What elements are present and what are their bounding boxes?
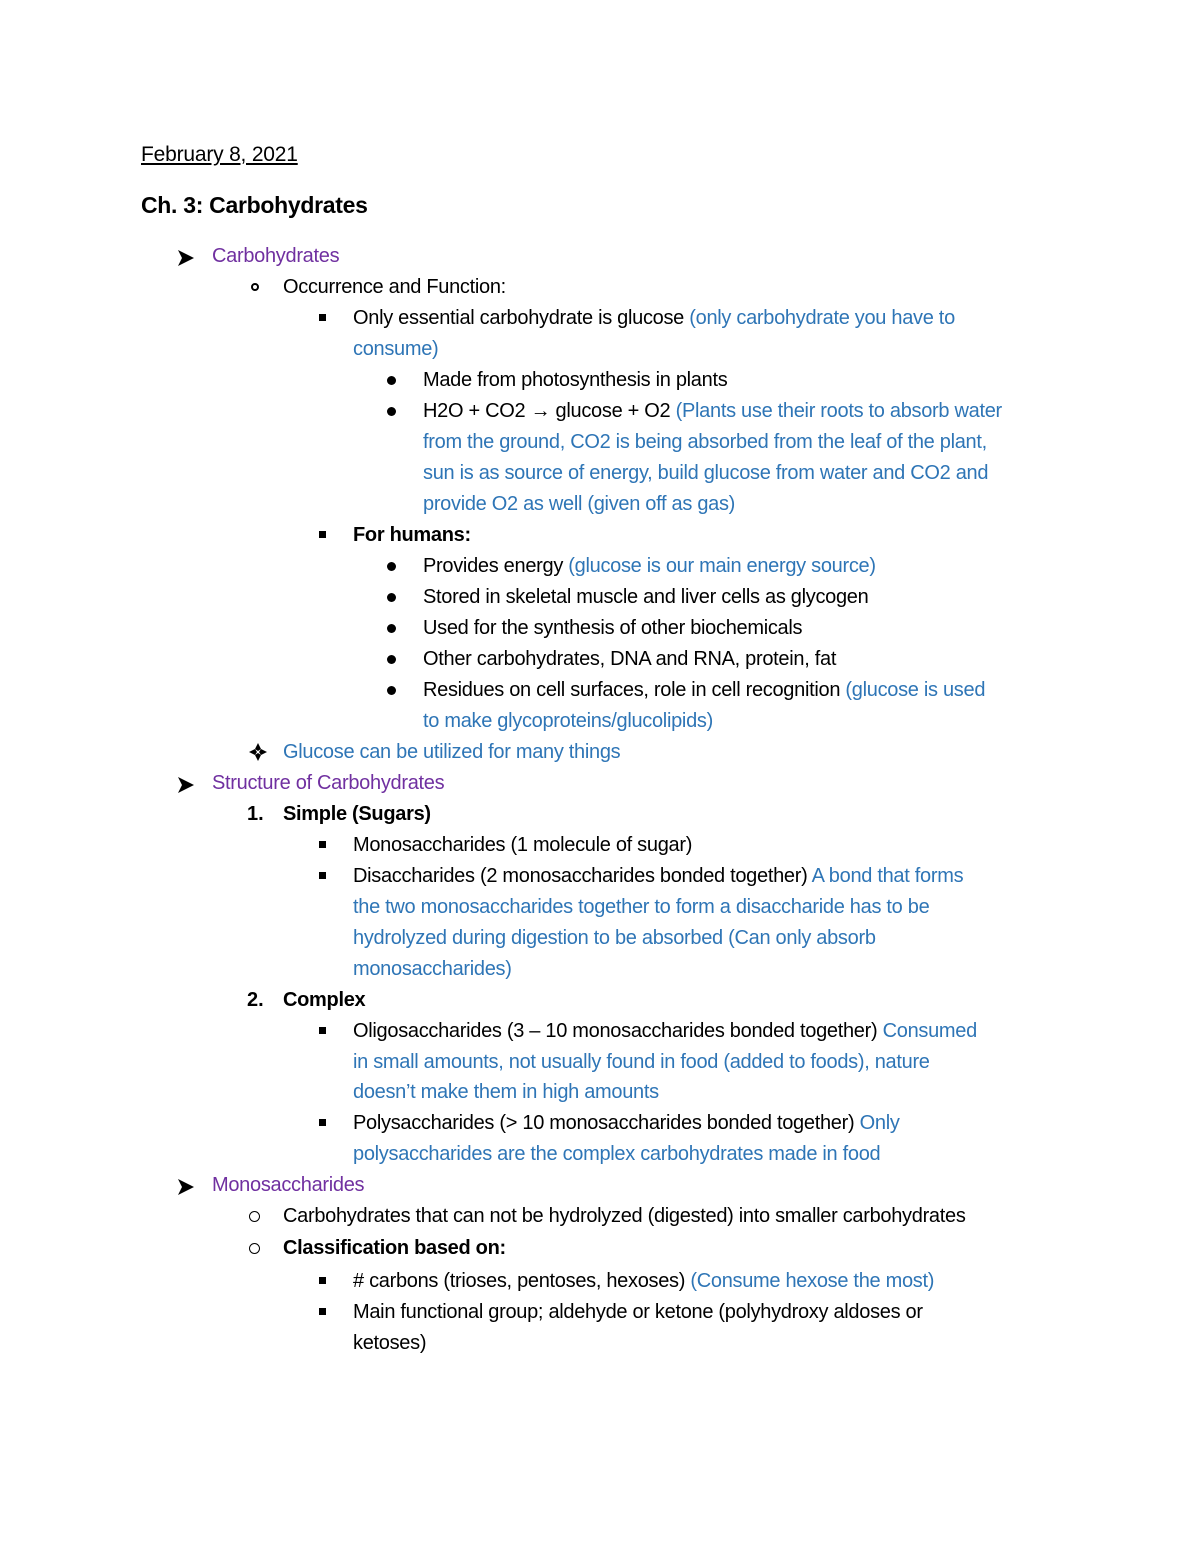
- square-bullet-icon: [319, 314, 326, 321]
- arrowhead-bullet-icon: [176, 1177, 196, 1197]
- list-item-continuation: polysaccharides are the complex carbohydrates made in food: [353, 1143, 881, 1165]
- list-item-continuation: ketoses): [353, 1332, 427, 1354]
- circle-bullet-icon: [251, 283, 259, 291]
- list-item: Provides energy (glucose is our main energy source): [423, 555, 876, 577]
- complex-label: Complex: [283, 989, 366, 1011]
- diamond-bullet-icon: [248, 742, 268, 762]
- list-item-continuation: doesn’t make them in high amounts: [353, 1081, 659, 1103]
- list-item-continuation: sun is as source of energy, build glucose from water and CO2 and: [423, 462, 989, 484]
- dot-bullet-icon: [387, 376, 396, 385]
- glucose-note: Glucose can be utilized for many things: [283, 741, 621, 763]
- list-item: Main functional group; aldehyde or ketone (polyhydroxy aldoses or: [353, 1301, 923, 1323]
- list-item: Made from photosynthesis in plants: [423, 369, 728, 391]
- list-item-continuation: provide O2 as well (given off as gas): [423, 493, 736, 515]
- arrowhead-bullet-icon: [176, 775, 196, 795]
- list-number: 2.: [247, 989, 264, 1011]
- dot-bullet-icon: [387, 407, 396, 416]
- dot-bullet-icon: [387, 562, 396, 571]
- list-item: Disaccharides (2 monosaccharides bonded together) A bond that forms: [353, 865, 964, 887]
- circle-bullet-icon: [249, 1211, 260, 1222]
- simple-sugars-label: Simple (Sugars): [283, 803, 431, 825]
- dot-bullet-icon: [387, 624, 396, 633]
- list-item-continuation: the two monosaccharides together to form a disaccharide has to be: [353, 896, 930, 918]
- circle-bullet-icon: [249, 1243, 260, 1254]
- square-bullet-icon: [319, 841, 326, 848]
- list-item: Monosaccharides (1 molecule of sugar): [353, 834, 693, 856]
- arrowhead-bullet-icon: [176, 248, 196, 268]
- for-humans-label: For humans:: [353, 524, 471, 546]
- list-item-continuation: hydrolyzed during digestion to be absorbed (Can only absorb: [353, 927, 876, 949]
- section-heading-carbohydrates: Carbohydrates: [212, 245, 340, 267]
- chapter-title: Ch. 3: Carbohydrates: [141, 192, 368, 218]
- square-bullet-icon: [319, 531, 326, 538]
- classification-label: Classification based on:: [283, 1237, 506, 1259]
- list-item: H2O + CO2 → glucose + O2 (Plants use their roots to absorb water: [423, 400, 1002, 422]
- dot-bullet-icon: [387, 593, 396, 602]
- list-number: 1.: [247, 803, 264, 825]
- list-item-continuation: from the ground, CO2 is being absorbed from the leaf of the plant,: [423, 431, 987, 453]
- square-bullet-icon: [319, 1277, 326, 1284]
- list-item: Used for the synthesis of other biochemicals: [423, 617, 803, 639]
- list-item: Only essential carbohydrate is glucose (only carbohydrate you have to: [353, 307, 955, 329]
- section-heading-structure: Structure of Carbohydrates: [212, 772, 445, 794]
- list-item: Polysaccharides (> 10 monosaccharides bonded together) Only: [353, 1112, 900, 1134]
- list-item-continuation: to make glycoproteins/glucolipids): [423, 710, 713, 732]
- list-item-continuation: in small amounts, not usually found in food (added to foods), nature: [353, 1051, 930, 1073]
- list-item: Carbohydrates that can not be hydrolyzed (digested) into smaller carbohydrates: [283, 1205, 966, 1227]
- date-heading: February 8, 2021: [141, 143, 298, 166]
- list-item: Other carbohydrates, DNA and RNA, protein, fat: [423, 648, 837, 670]
- list-item: Stored in skeletal muscle and liver cells as glycogen: [423, 586, 869, 608]
- list-item: Residues on cell surfaces, role in cell recognition (glucose is used: [423, 679, 986, 701]
- list-item-continuation: consume): [353, 338, 439, 360]
- square-bullet-icon: [319, 1027, 326, 1034]
- dot-bullet-icon: [387, 655, 396, 664]
- square-bullet-icon: [319, 872, 326, 879]
- dot-bullet-icon: [387, 686, 396, 695]
- section-heading-monosaccharides: Monosaccharides: [212, 1174, 365, 1196]
- square-bullet-icon: [319, 1119, 326, 1126]
- occurrence-label: Occurrence and Function:: [283, 276, 506, 298]
- list-item-continuation: monosaccharides): [353, 958, 512, 980]
- list-item: Oligosaccharides (3 – 10 monosaccharides bonded together) Consumed: [353, 1020, 977, 1042]
- square-bullet-icon: [319, 1308, 326, 1315]
- list-item: # carbons (trioses, pentoses, hexoses) (Consume hexose the most): [353, 1270, 935, 1292]
